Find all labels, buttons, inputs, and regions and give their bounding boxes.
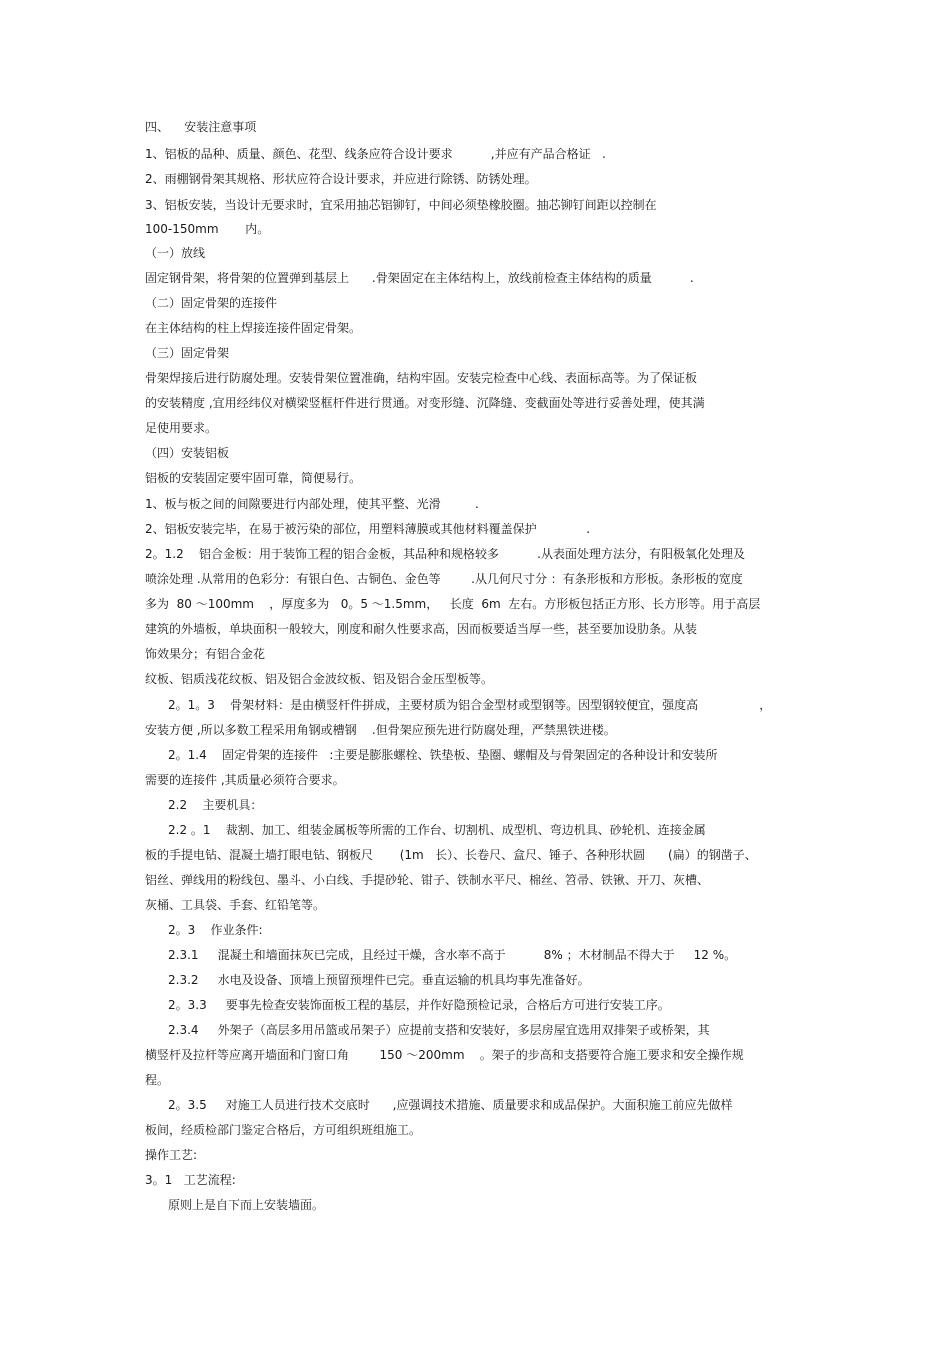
text-line: 2。1。3 骨架材料：是由横竖杆件拼成，主要材质为铝合金型材或型钢等。因型钢较便宜，强度高 ，	[168, 698, 772, 712]
text-line: 的安装精度 ,宜用经纬仪对横梁竖框杆件进行贯通。对变形缝、沉降缝、变截面处等进行妥善处理，使其满	[145, 396, 705, 410]
text-line: 2.3.2 水电及设备、顶墙上预留预埋件已完。垂直运输的机具均事先准备好。	[168, 973, 590, 987]
text-line: 2.3.1 混凝土和墙面抹灰已完成，且经过干燥，含水率不高于 8% ；木材制品不得大于 12 %。	[168, 948, 737, 962]
text-line: 足使用要求。	[145, 421, 218, 435]
text-line: 1、板与板之间的间隙要进行内部处理，使其平整、光滑 .	[145, 497, 479, 511]
text-line: 1、铝板的品种、质量、颜色、花型、线条应符合设计要求 ,并应有产品合格证 .	[145, 147, 606, 161]
text-line: 固定钢骨架，将骨架的位置弹到基层上 .骨架固定在主体结构上，放线前检查主体结构的质量 .	[145, 271, 694, 285]
text-line: 饰效果分；有铝合金花	[145, 647, 266, 661]
text-line: 多为 80 ～100mm ，厚度多为 0。5 ～1.5mm， 长度 6m 左右。方形板包括正方形、长方形等。用于高层	[145, 597, 761, 611]
text-line: 2。1.4 固定骨架的连接件 :主要是膨胀螺栓、铁垫板、垫圈、螺帽及与骨架固定的各种设计和安装所	[168, 748, 718, 762]
text-line: 需要的连接件 ,其质量必须符合要求。	[145, 773, 345, 787]
text-line: 安装方便 ,所以多数工程采用角钢或槽钢 .但骨架应预先进行防腐处理，严禁黑铁进楼。	[145, 723, 616, 737]
text-line: 在主体结构的柱上焊接连接件固定骨架。	[145, 321, 362, 335]
text-line: 骨架焊接后进行防腐处理。安装骨架位置准确，结构牢固。安装完检查中心线、表面标高等。为了保证板	[145, 371, 698, 385]
text-line: 2.2 。1 裁割、加工、组装金属板等所需的工作台、切割机、成型机、弯边机具、砂轮机、连接金属	[168, 823, 706, 837]
text-line: 程。	[145, 1073, 170, 1087]
text-line: 纹板、铝质浅花纹板、铝及铝合金波纹板、铝及铝合金压型板等。	[145, 672, 494, 686]
subheading: （四）安装铝板	[145, 446, 230, 460]
text-line: 铝丝、弹线用的粉线包、墨斗、小白线、手提砂轮、钳子、铁制水平尺、棉丝、笤帚、铁锹、开刀、灰槽、	[145, 873, 710, 887]
text-line: 建筑的外墙板，单块面积一般较大，刚度和耐久性要求高，因而板要适当厚一些，甚至要加设肋条。从装	[145, 622, 698, 636]
text-line: 原则上是自下而上安装墙面。	[168, 1198, 325, 1212]
text-line: 2。3.5 对施工人员进行技术交底时 ,应强调技术措施、质量要求和成品保护。大面积施工前应先做样	[168, 1098, 733, 1112]
text-line: 喷涂处理 .从常用的色彩分：有银白色、古铜色、金色等 .从几何尺寸分 ：有条形板和方形板。条形板的宽度	[145, 572, 743, 586]
text-line: 100-150mm 内。	[145, 222, 270, 236]
text-line: 3、铝板安装，当设计无要求时，宜采用抽芯铝铆钉，中间必须垫橡胶圈。抽芯铆钉间距以控制在	[145, 198, 657, 212]
subheading: （一）放线	[145, 246, 206, 260]
text-line: 2、铝板安装完毕，在易于被污染的部位，用塑料薄膜或其他材料覆盖保护 .	[145, 522, 591, 536]
text-line: 2。3.3 要事先检查安装饰面板工程的基层，并作好隐预检记录，合格后方可进行安装工序。	[168, 998, 670, 1012]
section-heading: 四、 安装注意事项	[145, 120, 257, 134]
subheading: （二）固定骨架的连接件	[145, 296, 278, 310]
text-line: 2。3 作业条件:	[168, 923, 263, 937]
text-line: 2、雨棚钢骨架其规格、形状应符合设计要求，并应进行除锈、防锈处理。	[145, 172, 537, 186]
text-line: 板的手提电钻、混凝土墙打眼电钻、钢板尺 (1m 长）、长卷尺、盒尺、锤子、各种形状圆 (扁）的钢凿子、	[145, 848, 757, 862]
text-line: 2。1.2 铝合金板：用于装饰工程的铝合金板，其品种和规格较多 .从表面处理方法分，有阳极氧化处理及	[145, 547, 745, 561]
text-line: 灰桶、工具袋、手套、红铅笔等。	[145, 898, 326, 912]
text-line: 3。1 工艺流程:	[145, 1173, 236, 1187]
text-line: 2.3.4 外架子（高层多用吊篮或吊架子）应提前支搭和安装好，多层房屋宜选用双排架子或桥架，其	[168, 1023, 710, 1037]
text-line: 横竖杆及拉杆等应离开墙面和门窗口角 150 ～200mm 。架子的步高和支搭要符合施工要求和安全操作规	[145, 1048, 744, 1062]
text-line: 铝板的安装固定要牢固可靠，简便易行。	[145, 471, 362, 485]
text-line: 2.2 主要机具：	[168, 798, 263, 812]
text-line: 板间，经质检部门鉴定合格后，方可组织班组施工。	[145, 1123, 422, 1137]
subheading: （三）固定骨架	[145, 346, 230, 360]
text-line: 操作工艺:	[145, 1148, 198, 1162]
